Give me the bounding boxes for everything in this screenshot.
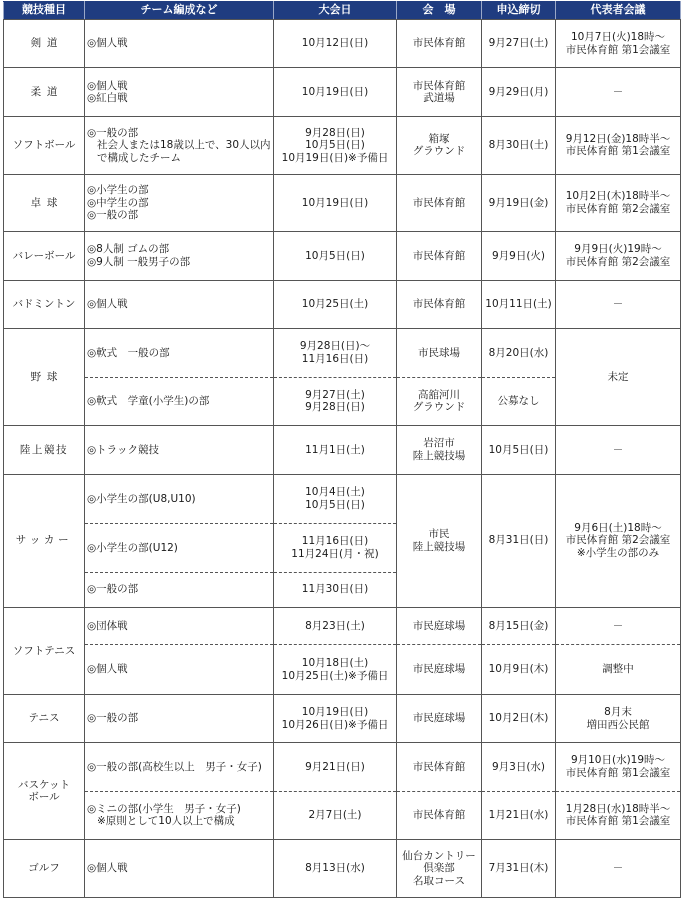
- sport-cell: 陸上競技: [4, 426, 85, 474]
- date-cell: 9月28日(日) 10月5日(日) 10月19日(日)※予備日: [274, 116, 397, 174]
- row-soccer-u10: [4, 474, 681, 524]
- date-cell: 8月23日(土): [274, 607, 397, 644]
- meeting-cell: 8月末 増田西公民館: [556, 694, 681, 742]
- deadline-cell: 10月9日(木): [482, 645, 556, 695]
- date-cell: 10月19日(日) 10月26日(日)※予備日: [274, 694, 397, 742]
- sport-cell: バスケット ボール: [4, 743, 85, 840]
- team-cell: ◎個人戦: [85, 645, 274, 695]
- deadline-cell: 9月19日(金): [482, 174, 556, 232]
- venue-cell: 仙台カントリー 倶楽部 名取コース: [397, 840, 482, 898]
- team-cell: ◎団体戦: [85, 607, 274, 644]
- venue-cell: 市民体育館: [397, 174, 482, 232]
- meeting-cell: －: [556, 68, 681, 116]
- row-softtennis-individual: [4, 645, 681, 695]
- sport-cell: テニス: [4, 694, 85, 742]
- date-cell: 9月28日(日)～ 11月16日(日): [274, 329, 397, 377]
- deadline-cell: 9月3日(水): [482, 743, 556, 791]
- deadline-cell: 8月30日(土): [482, 116, 556, 174]
- team-cell: ◎ミニの部(小学生 男子・女子) ※原則として10人以上で構成: [85, 791, 274, 839]
- meeting-cell: 9月10日(水)19時～ 市民体育館 第1会議室: [556, 743, 681, 791]
- row-golf: [4, 840, 681, 898]
- meeting-cell: 10月2日(木)18時半～ 市民体育館 第2会議室: [556, 174, 681, 232]
- venue-cell: 箱塚 グラウンド: [397, 116, 482, 174]
- venue-cell: 市民体育館: [397, 743, 482, 791]
- venue-cell: 高舘河川 グラウンド: [397, 377, 482, 425]
- team-cell: ◎小学生の部 ◎中学生の部 ◎一般の部: [85, 174, 274, 232]
- row-volleyball: [4, 232, 681, 280]
- deadline-cell: 8月15日(金): [482, 607, 556, 644]
- team-cell: ◎小学生の部(U8,U10): [85, 474, 274, 524]
- deadline-cell: 公募なし: [482, 377, 556, 425]
- row-kendo: [4, 20, 681, 68]
- sport-cell: サッカー: [4, 474, 85, 607]
- venue-cell: 市民 陸上競技場: [397, 474, 482, 607]
- deadline-cell: 7月31日(木): [482, 840, 556, 898]
- team-cell: ◎一般の部(高校生以上 男子・女子): [85, 743, 274, 791]
- meeting-cell: －: [556, 280, 681, 328]
- row-badminton: [4, 280, 681, 328]
- row-tabletennis: [4, 174, 681, 232]
- row-tennis: [4, 694, 681, 742]
- meeting-cell: －: [556, 840, 681, 898]
- team-cell: ◎小学生の部(U12): [85, 524, 274, 572]
- team-cell: ◎一般の部: [85, 572, 274, 607]
- sport-cell: ゴルフ: [4, 840, 85, 898]
- date-cell: 10月19日(日): [274, 174, 397, 232]
- date-cell: 11月1日(土): [274, 426, 397, 474]
- header-meeting: 代表者会議: [556, 2, 681, 20]
- meeting-cell: 1月28日(水)18時半～ 市民体育館 第1会議室: [556, 791, 681, 839]
- meeting-cell: －: [556, 607, 681, 644]
- sport-cell: 卓球: [4, 174, 85, 232]
- venue-cell: 岩沼市 陸上競技場: [397, 426, 482, 474]
- venue-cell: 市民庭球場: [397, 694, 482, 742]
- venue-cell: 市民体育館: [397, 791, 482, 839]
- meeting-cell: 調整中: [556, 645, 681, 695]
- team-cell: ◎一般の部 社会人または18歳以上で、30人以内で構成したチーム: [85, 116, 274, 174]
- header-venue: 会 場: [397, 2, 482, 20]
- header-date: 大会日: [274, 2, 397, 20]
- row-softball: [4, 116, 681, 174]
- deadline-cell: 10月11日(土): [482, 280, 556, 328]
- team-cell: ◎軟式 学童(小学生)の部: [85, 377, 274, 425]
- date-cell: 9月21日(日): [274, 743, 397, 791]
- sport-cell: 剣道: [4, 20, 85, 68]
- meeting-cell: 9月9日(火)19時～ 市民体育館 第2会議室: [556, 232, 681, 280]
- team-cell: ◎個人戦: [85, 840, 274, 898]
- venue-cell: 市民球場: [397, 329, 482, 377]
- venue-cell: 市民体育館: [397, 20, 482, 68]
- sport-cell: ソフトテニス: [4, 607, 85, 694]
- date-cell: 10月4日(土) 10月5日(日): [274, 474, 397, 524]
- team-cell: ◎個人戦: [85, 280, 274, 328]
- meeting-cell: 未定: [556, 329, 681, 426]
- deadline-cell: 1月21日(水): [482, 791, 556, 839]
- deadline-cell: 10月5日(日): [482, 426, 556, 474]
- event-schedule-table: [3, 1, 681, 898]
- date-cell: 11月30日(日): [274, 572, 397, 607]
- row-athletics: [4, 426, 681, 474]
- team-cell: ◎一般の部: [85, 694, 274, 742]
- team-cell: ◎8人制 ゴムの部 ◎9人制 一般男子の部: [85, 232, 274, 280]
- date-cell: 2月7日(土): [274, 791, 397, 839]
- venue-cell: 市民体育館: [397, 280, 482, 328]
- deadline-cell: 10月2日(木): [482, 694, 556, 742]
- header-team: チーム編成など: [85, 2, 274, 20]
- meeting-cell: 10月7日(火)18時～ 市民体育館 第1会議室: [556, 20, 681, 68]
- team-cell: ◎個人戦: [85, 20, 274, 68]
- meeting-cell: 9月6日(土)18時～ 市民体育館 第2会議室 ※小学生の部のみ: [556, 474, 681, 607]
- date-cell: 10月25日(土): [274, 280, 397, 328]
- sport-cell: バドミントン: [4, 280, 85, 328]
- date-cell: 8月13日(水): [274, 840, 397, 898]
- deadline-cell: 8月31日(日): [482, 474, 556, 607]
- team-cell: ◎軟式 一般の部: [85, 329, 274, 377]
- meeting-cell: 9月12日(金)18時半～ 市民体育館 第1会議室: [556, 116, 681, 174]
- sport-cell: 野球: [4, 329, 85, 426]
- header-sport: 競技種目: [4, 2, 85, 20]
- team-cell: ◎トラック競技: [85, 426, 274, 474]
- deadline-cell: 9月9日(火): [482, 232, 556, 280]
- venue-cell: 市民庭球場: [397, 607, 482, 644]
- team-cell: ◎個人戦 ◎紅白戦: [85, 68, 274, 116]
- row-baseball-general: [4, 329, 681, 377]
- row-judo: [4, 68, 681, 116]
- meeting-cell: －: [556, 426, 681, 474]
- date-cell: 10月19日(日): [274, 68, 397, 116]
- venue-cell: 市民体育館: [397, 232, 482, 280]
- date-cell: 10月18日(土) 10月25日(土)※予備日: [274, 645, 397, 695]
- sport-cell: ソフトボール: [4, 116, 85, 174]
- venue-cell: 市民体育館 武道場: [397, 68, 482, 116]
- date-cell: 11月16日(日) 11月24日(月・祝): [274, 524, 397, 572]
- deadline-cell: 8月20日(水): [482, 329, 556, 377]
- sport-cell: バレーボール: [4, 232, 85, 280]
- venue-cell: 市民庭球場: [397, 645, 482, 695]
- deadline-cell: 9月27日(土): [482, 20, 556, 68]
- row-basketball-general: [4, 743, 681, 791]
- row-basketball-mini: [4, 791, 681, 839]
- sport-cell: 柔道: [4, 68, 85, 116]
- deadline-cell: 9月29日(月): [482, 68, 556, 116]
- date-cell: 9月27日(土) 9月28日(日): [274, 377, 397, 425]
- row-softtennis-team: [4, 607, 681, 644]
- header-row: [4, 2, 681, 20]
- date-cell: 10月12日(日): [274, 20, 397, 68]
- header-deadline: 申込締切: [482, 2, 556, 20]
- date-cell: 10月5日(日): [274, 232, 397, 280]
